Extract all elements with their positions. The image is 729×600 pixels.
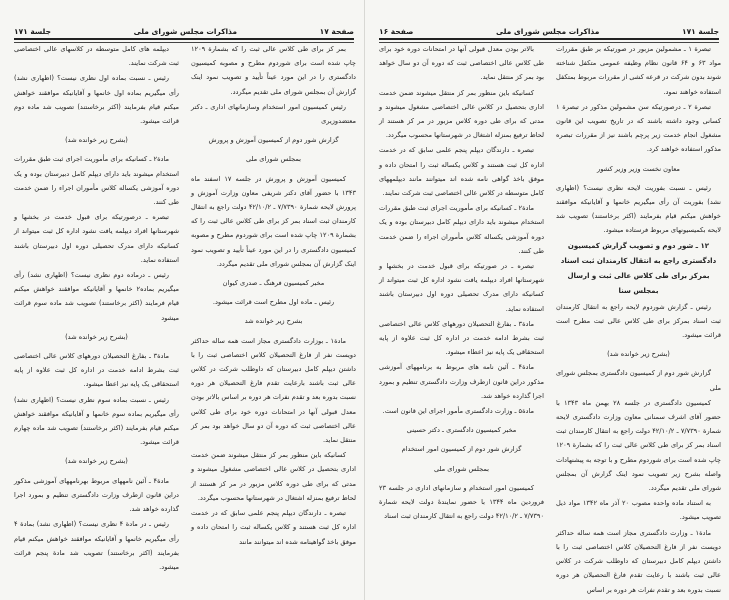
centered-line: گزارش شور دوم از کمیسیون آموزش و پرورش [208, 136, 339, 145]
paragraph: مادة۴ ـ آئین نامههای مربوط بهرنامههای آموزشی مذکور دراین قانون ازطرف وزارت دادگستری تنظیم و بمورد اجرا گذارده خواهد شد. [14, 476, 179, 514]
session-number: جلسة ۱۷۱ [14, 27, 52, 36]
centered-line: (بشرح زیر خوانده شد) [607, 350, 670, 359]
column-right [191, 42, 356, 600]
paragraph: کسانیکه باین منظور بمر کز منتقل میشوند ضمن خدمت اداری بتحصیل در کلاس عالی اختصاصی مشغول میشوند و مدتی که برای طی دوره کلاس مزبور در مر کز هستند از لحاظ ترفیع بمنزله اشتغال در شهرستانها محسوب میگردد. [191, 451, 356, 502]
paragraph: کمیسیون آموزش و پرورش در جلسه ۱۷ اسفند ماه ۱۳۴۳ با حضور آقای دکتر شریفی معاون وزارت آموزش و پرورش لایحه شمارة ۷/۷۳۹۰ ـ ۴۲/۱۰/۲ دولت راجع به انتقال کارمندان ثبت اسناد بمر کز برای طی کلاس عالی ثبت را که بشمارة ۱۲۰۹ چاپ شده است برای شوردوم مطرح و مصوبه کمیسیون دادگستری را در این مورد عیناً تأیید و تصویب نمود اینک گزارش آن بمجلس شورای ملی تقدیم میگردد. [191, 174, 356, 268]
centered-line: معاون نخست وزیر وزیر کشور [597, 164, 680, 173]
paragraph: مادة۴ ـ آئین نامه های مربوط به برنامههای آموزشی مذکور دراین قانون ازطرف وزارت دادگستری تنظیم و بمورد اجرا گذارده خواهد شد. [379, 363, 544, 400]
page-number: صفحة ۱۷ [319, 27, 354, 36]
centered-line: بشرح زیر خوانده شد [244, 317, 303, 326]
paragraph: تبصره ـ درصورتیکه برای قبول خدمت در بخشها و شهرستانها افراد دیپلمه یافت نشود اداره کل ثبت میتواند از کسانیکه دارای مدرک تحصیلی دوره اول دبیرستان باشند استفاده نماید. [14, 213, 179, 264]
centered-line: (بشرح زیر خوانده شد) [65, 136, 128, 145]
paragraph: بمر کز برای طی کلاس عالی ثبت را که بشمارة ۱۲۰۹ چاپ شده است برای شوردوم مطرح و مصوبه کمیسیون دادگستری را در این مورد عیناً تأیید و تصویب نمود اینک گزارش آن بمجلس شورای ملی تقدیم میگردد. [191, 45, 356, 96]
paragraph: رئیس ـ در مادة ۴ نظری نیست؟ (اظهاری نشد) بمادة ۴ رأی میگیریم خانمها و آقایانیکه موافقند خواهش میکنم قیام بفرمایند (اکثر برخاستند) تصویب شد مادة پنجم قرائت میشود. [14, 520, 179, 571]
paragraph: مادة۱ ـ بوزارت دادگستری مجاز است همه ساله حداکثر دویست نفر از فارغ التحصیلان کلاس اختصاصی ثبت را با داشتن دیپلم کامل دبیرستان که داوطلب شرکت در کلاس عالی ثبت باشند بارعایت تقدم فارغ التحصیلان هر دوره نسبت بدوره بعد و تقدم نفرات هر دوره بر اساس بالاتر بودن معدل قبولی آنها در امتحانات دوره خود برای طی کلاس عالی اختصاصی ثبت که دوره آن دو سال خواهد بود بمر کز منتقل نماید. [191, 336, 356, 445]
page-header [379, 27, 719, 40]
centered-line: بمجلس شورای ملی [433, 464, 489, 473]
centered-line: (بشرح زیر خوانده شد) [65, 457, 128, 466]
page-16 [365, 0, 729, 600]
paragraph: مادة۳ ـ بفارغ التحصیلان دورههای کلاس عالی اختصاصی ثبت بشرط ادامه خدمت در اداره کل ثبت علاوه از پایه استحقاقی یک پایه نیز اعطاء میشود. [379, 319, 544, 357]
paragraph: رئیس ـ نسبت بماده اول نظری نیست؟ (اظهاری نشد) رأی میگیریم بماده اول خانمها و آقایانیکه موافقند خواهش میکنم قیام بفرمایند (اکثر برخاستند) تصویب شد ماده دوم قرائت میشود. [14, 74, 179, 126]
page-header [14, 27, 354, 40]
paragraph: مادة۲ ـ کسانیکه برای مأموریت اجرای ثبت طبق مقررات استخدام میشوند باید دارای دیپلم کامل دبیرستان بوده و یک دوره آموزشی یکساله کلاس مأموران اجراء را ضمن خدمت طی کنند. [379, 204, 544, 255]
publication-title: مذاکرات مجلس شورای ملی [496, 27, 600, 36]
paragraph: تبصره ـ دارندگان دیپلم پنجم علمی سابق که در خدمت اداره کل ثبت هستند و کلاس یکساله ثبت را امتحان داده و موفق باخذ گواهی نامه شده اند میتوانند مانند دیپلمههای کامل متوسطه در کلاس عالی اختصاصی ثبت شرکت نمایند. [379, 146, 544, 198]
section-title: ۱۲ ـ شور دوم و تصویب گزارش کمیسیون دادگستری راجع به انتقال کارمندان ثبت اسناد بمرکز برای طی کلاس عالی ثبت و ارسال بمجلس سنا [560, 241, 717, 295]
page-number: صفحة ۱۶ [379, 27, 414, 36]
paragraph: رئیس ـ نسبت بماده سوم نظری نیست؟ (اظهاری نشد) رأی میگیریم بماده سوم خانمها و آقایانیکه موافقند خواهش میکنم قیام بفرمایند (اکثر برخاستند) تصویب شد ماده چهارم قرائت میشود. [14, 395, 179, 447]
centered-line: بمجلس شورای ملی [245, 155, 301, 164]
paragraph: مادة۲ ـ کسانیکه برای مأموریت اجرای ثبت طبق مقررات استخدام میشوند باید دارای دیپلم کامل دبیرستان بوده و یک دوره آموزشی یکساله کلاس مأموران اجراء را ضمن خدمت طی کنند. [14, 155, 179, 207]
paragraph: بالاتر بودن معدل قبولی آنها در امتحانات دوره خود برای طی کلاس عالی اختصاصی ثبت که دوره آن دو سال خواهد بود بمر کز منتقل نماید. [379, 45, 544, 82]
paragraph: مادة۱ ـ وزارت دادگستری مجاز است همه ساله حداکثر دویست نفر از فارغ التحصیلان کلاس اختصاصی ثبت را با داشتن دیپلم کامل دبیرستان که داوطلب شرکت در کلاس عالی ثبت باشند با رعایت تقدم فارغ التحصیلان هر دوره نسبت بدوره بعد و تقدم نفرات هر دوره بر اساس [556, 528, 721, 594]
paragraph: رئیس ـ گزارش شوردوم لایحه راجع به انتقال کارمندان ثبت اسناد بمرکز برای طی کلاس عالی ثبت مطرح است قرائت میشود. [556, 302, 721, 340]
paragraph: کمیسیون امور استخدام و سازمانهای اداری در جلسه ۲۳ فروردین ماه ۱۳۴۴ با حضور نمایندهٔ دولت لایحه شمارة ۷/۷۳۹۰ ـ ۴۲/۱۰/۲ دولت راجع به انتقال کارمندان ثبت اسناد [379, 483, 544, 521]
session-number: جلسة ۱۷۱ [682, 27, 719, 36]
paragraph: مادة۳ ـ بفارغ التحصیلان دورههای کلاس عالی اختصاصی ثبت بشرط ادامه خدمت در اداره کل ثبت علاوه از پایه استحقاقی یک پایه نیز اعطا میشود. [14, 352, 179, 389]
centered-line: مخبر کمیسیون فرهنگ ـ صدری کیوان [222, 279, 325, 288]
paragraph: مادة۵ ـ وزارت دادگستری مأمور اجرای این قانون است. [382, 407, 534, 416]
centered-line: رئیس ـ ماده اول مطرح است قرائت میشود. [212, 298, 335, 307]
paragraph: رئیس ـ نسبت بفوریت لایحه نظری نیست؟ (اظهاری نشد) بفوریت آن رأی میگیریم خانمها و آقایانیکه موافقند خواهش میکنم قیام بفرمایند (اکثر برخاستند) تصویب شد لایحه بکمیسیونهای مربوط فرستاده میشود. [556, 183, 721, 235]
column-right [556, 42, 721, 600]
paragraph: به استناد ماده واحده مصوب ۲۰ آذر ماه ۱۳۴۲ مواد ذیل تصویب میشود. [556, 499, 721, 522]
paragraph: کسانیکه باین منظور بمر کز منتقل میشوند ضمن خدمت اداری بتحصیل در کلاس عالی اختصاصی مشغول میشوند و مدتی که برای طی دوره کلاس مزبور در مر کز هستند از لحاظ ترفیع بمنزله اشتغال در شهرستانها محسوب میگردد. [379, 88, 544, 140]
centered-line: (بشرح زیر خوانده شد) [65, 332, 128, 341]
paragraph: تبصره ـ دارندگان دیپلم پنجم علمی سابق که در خدمت اداره کل ثبت هستند و کلاس یکساله ثبت را امتحان داده و موفق باخذ گواهینامه شده اند میتوانند مانند [191, 509, 356, 546]
paragraph: گزارش شور دوم از کمیسیون دادگستری بمجلس شورای ملی [556, 369, 721, 392]
paragraph: رئیس کمیسیون امور استخدام وسازمانهای اداری ـ دکتر معتضدوزیری [191, 102, 356, 126]
publication-title: مذاکرات مجلس شورای ملی [133, 27, 237, 36]
paragraph: تبصرة ۲ ـ درصورتیکه سن مشمولین مذکور در تبصرة ۱ کسانی وجود داشته باشند که در تاریخ تصویب این قانون مشغول انجام خدمت زیر پرچم باشند نیز از مقررات تبصره مذکور استفاده خواهند کرد. [556, 102, 721, 154]
centered-line: گزارش شور دوم از کمیسیون امور استخدام [401, 445, 522, 454]
column-left [379, 42, 544, 600]
column-left [14, 42, 179, 600]
paragraph: رئیس ـ درماده دوم نظری نیست؟ (اظهاری نشد) رأی میگیریم بماده۲ خانمها و آقایانیکه موافقند خواهش میکنم قیام فرمایند (اکثر برخاستند) تصویب شد ماده سوم قرائت میشود [14, 271, 179, 322]
text-columns [12, 42, 356, 600]
centered-line: مخبر کمیسیون دادگستری ـ دکتر حسینی [406, 426, 517, 435]
paragraph: تبصرة ۱ ـ مشمولین مزبور در صورتیکه بر طبق مقررات مواد ۶۳ و ۶۴ قانون نظام وظیفه عمومی متکفل شناخته شوند بدون شرکت در قرعه کشی از مقررات مربوط بمتکفل استفاده خواهند نمود. [556, 45, 721, 96]
paragraph: کمیسیون دادگستری در جلسه ۲۸ بهمن ماه ۱۳۴۳ با حضور آقای اشرف سمنانی معاون وزارت دادگستری لایحه شمارة ۷/۷۳۹۰ ـ ۴۲/۱۰/۲ دولت راجع به انتقال کارمندان ثبت اسناد بمر کز برای طی کلاس عالی ثبت را که بشمارة ۱۲۰۹ چاپ شده است برای شوردوم مطرح و با توجه به پیشنهادات واصله بشرح زیر تصویب نمود اینک گزارش آن بمجلس شورای ملی تقدیم میگردد. [556, 398, 721, 493]
paragraph: دیپلمه های کامل متوسطه در کلاسهای عالی اختصاصی ثبت شرکت نمایند. [14, 45, 179, 68]
text-columns [377, 42, 721, 600]
paragraph: تبصره ـ در صورتیکه برای قبول خدمت در بخشها و شهرستانها افراد دیپلمه یافت نشود اداره کل ثبت میتواند از کسانیکه دارای مدرک تحصیلی دوره اول دبیرستان باشند استفاده نماید. [379, 262, 544, 313]
